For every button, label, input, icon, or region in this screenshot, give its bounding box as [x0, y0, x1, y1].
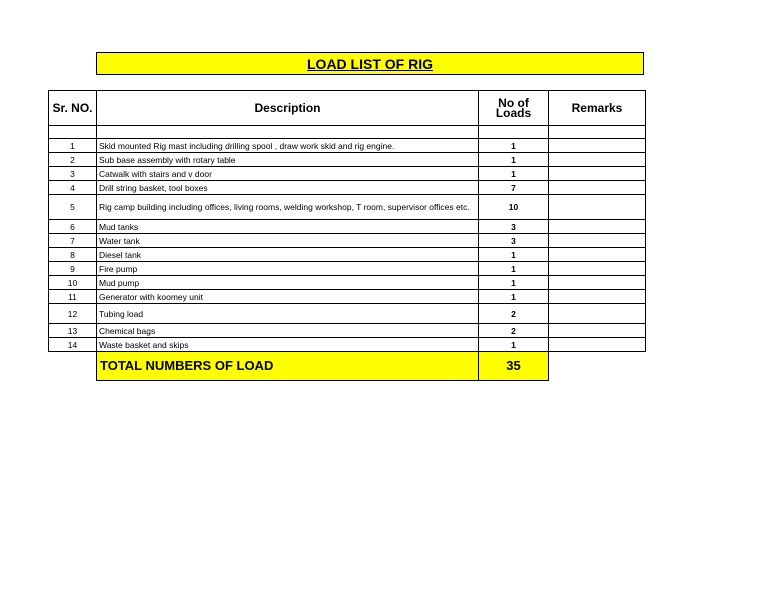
row-loads: 3 — [479, 220, 549, 234]
row-remarks — [549, 167, 646, 181]
row-remarks — [549, 234, 646, 248]
table-row — [49, 167, 646, 181]
row-loads: 7 — [479, 181, 549, 195]
table-row — [49, 248, 646, 262]
table-row — [49, 181, 646, 195]
row-description: Skid mounted Rig mast including drilling spool , draw work skid and rig engine. — [97, 139, 479, 153]
table-row — [49, 220, 646, 234]
row-remarks — [549, 220, 646, 234]
row-description: Mud pump — [97, 276, 479, 290]
row-sr: 13 — [49, 324, 97, 338]
row-description: Mud tanks — [97, 220, 479, 234]
row-remarks — [549, 338, 646, 352]
row-description: Sub base assembly with rotary table — [97, 153, 479, 167]
row-sr: 14 — [49, 338, 97, 352]
row-remarks — [549, 262, 646, 276]
row-loads: 1 — [479, 139, 549, 153]
row-loads: 10 — [479, 195, 549, 220]
row-description: Diesel tank — [97, 248, 479, 262]
row-description: Drill string basket, tool boxes — [97, 181, 479, 195]
row-loads: 2 — [479, 304, 549, 324]
row-description: Fire pump — [97, 262, 479, 276]
row-remarks — [549, 290, 646, 304]
row-loads: 3 — [479, 234, 549, 248]
document-title: LOAD LIST OF RIG — [307, 55, 433, 72]
header-description: Description — [97, 91, 479, 126]
row-loads: 1 — [479, 290, 549, 304]
row-remarks — [549, 324, 646, 338]
row-sr: 12 — [49, 304, 97, 324]
row-loads: 1 — [479, 338, 549, 352]
row-remarks — [549, 248, 646, 262]
total-row — [49, 352, 646, 381]
row-sr: 2 — [49, 153, 97, 167]
row-remarks — [549, 153, 646, 167]
total-label: TOTAL NUMBERS OF LOAD — [97, 352, 479, 381]
table-row — [49, 324, 646, 338]
table-blank-row — [49, 126, 646, 139]
row-loads: 1 — [479, 262, 549, 276]
table-row — [49, 139, 646, 153]
row-sr: 5 — [49, 195, 97, 220]
table-row — [49, 195, 646, 220]
document-title-box — [96, 52, 644, 75]
row-sr: 4 — [49, 181, 97, 195]
load-list-table — [48, 90, 646, 381]
row-description: Catwalk with stairs and v door — [97, 167, 479, 181]
row-loads: 1 — [479, 167, 549, 181]
row-description: Water tank — [97, 234, 479, 248]
row-remarks — [549, 276, 646, 290]
row-description: Rig camp building including offices, living rooms, welding workshop, T room, supervisor offices etc. — [97, 195, 479, 220]
row-sr: 11 — [49, 290, 97, 304]
row-sr: 1 — [49, 139, 97, 153]
row-remarks — [549, 304, 646, 324]
row-remarks — [549, 181, 646, 195]
header-remarks: Remarks — [549, 91, 646, 126]
row-remarks — [549, 139, 646, 153]
table-row — [49, 262, 646, 276]
table-row — [49, 338, 646, 352]
row-loads: 2 — [479, 324, 549, 338]
row-sr: 10 — [49, 276, 97, 290]
row-sr: 6 — [49, 220, 97, 234]
row-sr: 8 — [49, 248, 97, 262]
header-sr-no: Sr. NO. — [49, 91, 97, 126]
row-description: Chemical bags — [97, 324, 479, 338]
row-description: Generator with koomey unit — [97, 290, 479, 304]
table-header-row — [49, 91, 646, 126]
table-row — [49, 276, 646, 290]
table-row — [49, 304, 646, 324]
header-no-of-loads: No of Loads — [479, 91, 549, 126]
table-row — [49, 153, 646, 167]
total-value: 35 — [479, 352, 549, 381]
table-row — [49, 290, 646, 304]
row-loads: 1 — [479, 153, 549, 167]
row-sr: 7 — [49, 234, 97, 248]
row-description: Waste basket and skips — [97, 338, 479, 352]
row-loads: 1 — [479, 276, 549, 290]
row-description: Tubing load — [97, 304, 479, 324]
row-sr: 3 — [49, 167, 97, 181]
row-sr: 9 — [49, 262, 97, 276]
row-remarks — [549, 195, 646, 220]
row-loads: 1 — [479, 248, 549, 262]
table-row — [49, 234, 646, 248]
